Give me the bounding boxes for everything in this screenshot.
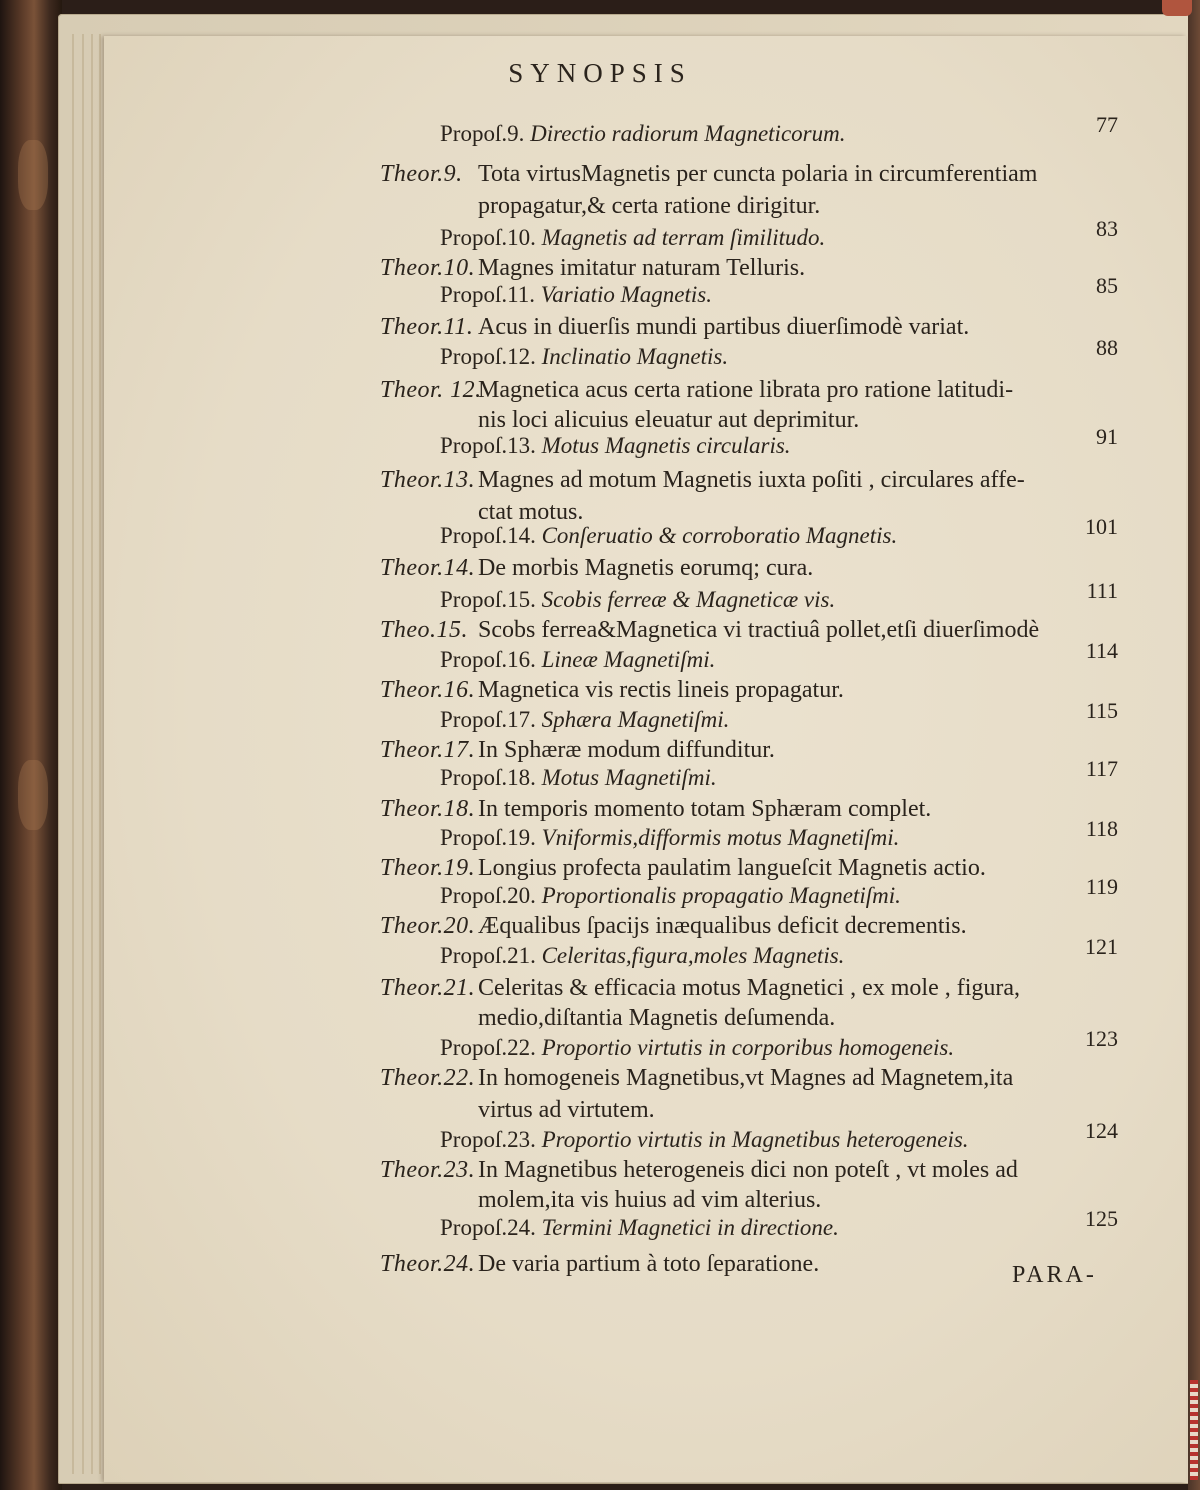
ribbon-marker [1190, 1380, 1198, 1480]
page-edge [91, 34, 93, 1474]
theorem-text: In homogeneis Magnetibus,vt Magnes ad Magnetem,ita [478, 1065, 1014, 1091]
proposition-title: Proportio virtutis in corporibus homogeneis. [541, 1035, 955, 1060]
toc-proposition [440, 1216, 839, 1239]
theorem-text: Celeritas & efficacia motus Magnetici , ex mole , figura, [478, 975, 1021, 1001]
theorem-text: Magnes ad motum Magnetis iuxta poſiti , circulares affe- [478, 467, 1025, 493]
proposition-label: Propoſ.10. [440, 225, 536, 250]
theorem-text: Scobs ferrea&Magnetica vi tractiuâ pollet,etſi diuerſimodè [478, 617, 1040, 643]
theorem-label: Theor.23. [380, 1157, 476, 1183]
proposition-title: Motus Magnetis circularis. [541, 433, 791, 458]
theorem-label: Theor.11. [380, 314, 474, 340]
page-number: 114 [1085, 638, 1118, 663]
proposition-label: Propoſ.14. [440, 523, 536, 548]
proposition-label: Propoſ.24. [440, 1215, 536, 1240]
page-edge [82, 34, 84, 1474]
proposition-title: Variatio Magnetis. [540, 282, 712, 307]
theorem-label: Theor.22. [380, 1065, 476, 1091]
theorem-label: Theor.17. [380, 737, 476, 763]
proposition-label: Propoſ.19. [440, 825, 536, 850]
proposition-label: Propoſ.23. [440, 1127, 536, 1152]
page-number: 123 [1085, 1026, 1118, 1051]
proposition-title: Celeritas,figura,moles Magnetis. [541, 943, 845, 968]
theorem-text: Æqualibus ſpacijs inæqualibus deficit decrementis. [478, 913, 967, 939]
page-number: 117 [1085, 756, 1118, 781]
toc-proposition [440, 226, 825, 249]
theorem-text-continued: medio,diſtantia Magnetis deſumenda. [478, 1005, 836, 1031]
proposition-label: Propoſ.9. [440, 121, 525, 146]
theorem-text: Magnes imitatur naturam Telluris. [478, 255, 806, 281]
proposition-title: Vniformis,difformis motus Magnetiſmi. [541, 825, 900, 850]
proposition-title: Scobis ferreæ & Magneticæ vis. [541, 587, 836, 612]
theorem-label: Theor.21. [380, 975, 476, 1001]
theorem-text: In Sphæræ modum diffunditur. [478, 737, 775, 763]
toc-proposition [440, 588, 835, 611]
theorem-text: Magnetica acus certa ratione librata pro ratione latitudi- [478, 377, 1014, 403]
toc-proposition [440, 524, 897, 547]
theorem-text: Tota virtusMagnetis per cuncta polaria in circumferentiam [478, 161, 1038, 187]
proposition-title: Termini Magnetici in directione. [541, 1215, 839, 1240]
page-number: 91 [1096, 424, 1118, 449]
theorem-text-continued: ctat motus. [478, 499, 584, 525]
proposition-title: Proportionalis propagatio Magnetiſmi. [541, 883, 901, 908]
book-binding [0, 0, 62, 1490]
theorem-label: Theor.13. [380, 467, 476, 493]
theorem-label: Theor. 12. [380, 377, 482, 403]
theorem-label: Theor.14. [380, 555, 476, 581]
page-number: 119 [1085, 874, 1118, 899]
page-number: 125 [1085, 1206, 1118, 1231]
proposition-title: Proportio virtutis in Magnetibus heterogeneis. [541, 1127, 969, 1152]
toc-proposition [440, 766, 717, 789]
theorem-text-continued: nis loci alicuius eleuatur aut deprimitur. [478, 407, 860, 433]
proposition-label: Propoſ.11. [440, 282, 535, 307]
page-number: 101 [1085, 514, 1118, 539]
proposition-label: Propoſ.12. [440, 344, 536, 369]
proposition-title: Conſeruatio & corroboratio Magnetis. [541, 523, 898, 548]
toc-proposition [440, 648, 715, 671]
theorem-text: In Magnetibus heterogeneis dici non poteſt , vt moles ad [478, 1157, 1018, 1183]
page-number: 124 [1085, 1118, 1118, 1143]
page-number: 88 [1096, 335, 1118, 360]
theorem-label: Theor.9. [380, 161, 463, 187]
toc-proposition [440, 826, 899, 849]
toc-proposition [440, 944, 844, 967]
toc-proposition [440, 1128, 969, 1151]
theorem-label: Theor.10. [380, 255, 476, 281]
theorem-text-continued: propagatur,& certa ratione dirigitur. [478, 193, 821, 219]
proposition-label: Propoſ.17. [440, 707, 536, 732]
proposition-title: Sphæra Magnetiſmi. [541, 707, 730, 732]
toc-proposition [440, 1036, 954, 1059]
page-number: 85 [1096, 273, 1118, 298]
toc-proposition [440, 434, 791, 457]
theorem-label: Theor.18. [380, 796, 476, 822]
theorem-text: Magnetica vis rectis lineis propagatur. [478, 677, 844, 703]
proposition-label: Propoſ.20. [440, 883, 536, 908]
theorem-text-continued: virtus ad virtutem. [478, 1097, 655, 1123]
theorem-text: De morbis Magnetis eorumq; cura. [478, 555, 814, 581]
toc-proposition [440, 884, 901, 907]
page-number: 77 [1096, 112, 1118, 137]
theorem-label: Theor.16. [380, 677, 476, 703]
page-number: 111 [1086, 578, 1118, 603]
proposition-label: Propoſ.16. [440, 647, 536, 672]
theorem-label: Theor.19. [380, 855, 476, 881]
running-head: SYNOPSIS [508, 58, 692, 88]
theorem-text: Acus in diuerſis mundi partibus diuerſimodè variat. [478, 314, 970, 340]
catchword: PARA- [1012, 1262, 1097, 1288]
proposition-label: Propoſ.21. [440, 943, 536, 968]
page-number: 83 [1096, 216, 1118, 241]
proposition-label: Propoſ.15. [440, 587, 536, 612]
proposition-label: Propoſ.13. [440, 433, 536, 458]
theorem-text: Longius profecta paulatim langueſcit Magnetis actio. [478, 855, 986, 881]
right-cover-edge [1188, 0, 1200, 1490]
toc-proposition [440, 283, 712, 306]
page-edge [72, 34, 74, 1474]
theorem-text: In temporis momento totam Sphæram complet. [478, 796, 932, 822]
binding-wear [18, 140, 48, 210]
toc-proposition [440, 122, 845, 145]
toc-proposition [440, 708, 729, 731]
theorem-label: Theor.24. [380, 1251, 476, 1277]
proposition-label: Propoſ.22. [440, 1035, 536, 1060]
binding-wear [18, 760, 48, 830]
theorem-text-continued: molem,ita vis huius ad vim alterius. [478, 1187, 822, 1213]
proposition-title: Directio radiorum Magneticorum. [530, 121, 846, 146]
proposition-title: Motus Magnetiſmi. [541, 765, 717, 790]
page-number: 121 [1085, 934, 1118, 959]
ribbon-marker [1162, 0, 1192, 16]
page-number: 118 [1085, 816, 1118, 841]
theorem-label: Theor.20. [380, 913, 476, 939]
proposition-title: Magnetis ad terram ſimilitudo. [541, 225, 826, 250]
proposition-label: Propoſ.18. [440, 765, 536, 790]
page-edge [99, 34, 101, 1474]
proposition-title: Lineæ Magnetiſmi. [541, 647, 716, 672]
theorem-text: De varia partium à toto ſeparatione. [478, 1251, 820, 1277]
proposition-title: Inclinatio Magnetis. [541, 344, 729, 369]
page-number: 115 [1085, 698, 1118, 723]
theorem-label: Theo.15. [380, 617, 468, 643]
toc-proposition [440, 345, 728, 368]
